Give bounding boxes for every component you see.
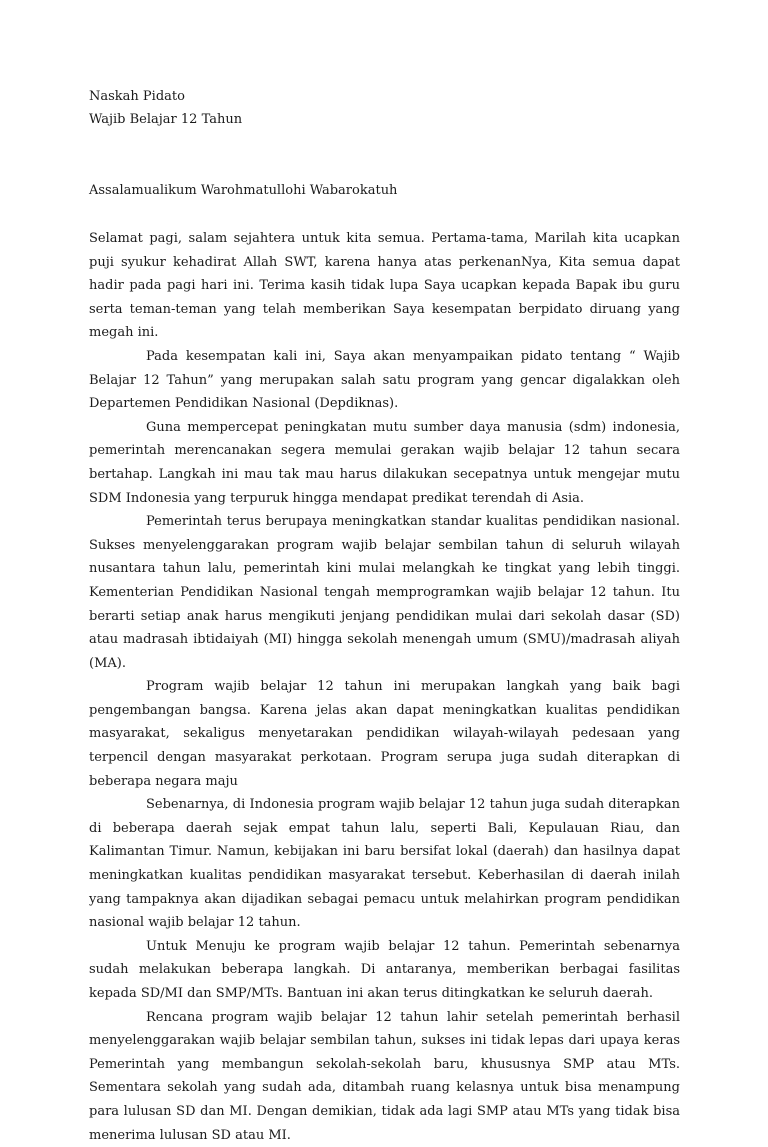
paragraph: Untuk Menuju ke program wajib belajar 12 tahun. Pemerintah sebenarnya sudah melakukan beberapa langkah. Di antaranya, memberikan berbagai fasilitas kepada SD/MI dan SMP/MTs. Bantuan ini akan terus ditingkatkan ke seluruh daerah. <box>89 938 680 1001</box>
paragraph: Guna mempercepat peningkatan mutu sumber daya manusia (sdm) indonesia, pemerintah merencanakan segera memulai gerakan wajib belajar 12 tahun secara bertahap. Langkah ini mau tak mau harus dilakukan secepatnya untuk mengejar mutu SDM Indonesia yang terpuruk hingga mendapat predikat terendah di Asia. <box>89 419 680 506</box>
speech-body <box>89 227 680 1147</box>
paragraph: Selamat pagi, salam sejahtera untuk kita semua. Pertama-tama, Marilah kita ucapkan puji syukur kehadirat Allah SWT, karena hanya atas perkenanNya, Kita semua dapat hadir pada pagi hari ini. Terima kasih tidak lupa Saya ucapkan kepada Bapak ibu guru serta teman-teman yang telah memberikan Saya kesempatan berpidato diruang yang megah ini. <box>89 231 680 341</box>
paragraph: Pada kesempatan kali ini, Saya akan menyampaikan pidato tentang “ Wajib Belajar 12 Tahun” yang merupakan salah satu program yang gencar digalakkan oleh Departemen Pendidikan Nasional (Depdiknas). <box>89 348 680 412</box>
paragraph: Pemerintah terus berupaya meningkatkan standar kualitas pendidikan nasional. Sukses menyelenggarakan program wajib belajar sembilan tahun di seluruh wilayah nusantara tahun lalu, pemerintah kini mulai melangkah ke tingkat yang lebih tinggi. Kementerian Pendidikan Nasional tengah memprogramkan wajib belajar 12 tahun. Itu berarti setiap anak harus mengikuti jenjang pendidikan mulai dari sekolah dasar (SD) atau madrasah ibtidaiyah (MI) hingga sekolah menengah umum (SMU)/madrasah aliyah (MA). <box>89 514 680 671</box>
opening-greeting: Assalamualikum Warohmatullohi Wabarokatuh <box>89 183 398 198</box>
paragraph: Rencana program wajib belajar 12 tahun lahir setelah pemerintah berhasil menyelenggarakan wajib belajar sembilan tahun, sukses ini tidak lepas dari upaya keras Pemerintah yang membangun sekolah-sekolah baru, khususnya SMP atau MTs. Sementara sekolah yang sudah ada, ditambah ruang kelasnya untuk bisa menampung para lulusan SD dan MI. Dengan demikian, tidak ada lagi SMP atau MTs yang tidak bisa menerima lulusan SD atau MI. <box>89 1009 680 1143</box>
document-subtitle: Wajib Belajar 12 Tahun <box>89 112 243 127</box>
paragraph: Program wajib belajar 12 tahun ini merupakan langkah yang baik bagi pengembangan bangsa. Karena jelas akan dapat meningkatkan kualitas pendidikan masyarakat, sekaligus menyetarakan pendidikan wilayah-wilayah pedesaan yang terpencil dengan masyarakat perkotaan. Program serupa juga sudah diterapkan di beberapa negara maju <box>89 679 680 789</box>
paragraph: Sebenarnya, di Indonesia program wajib belajar 12 tahun juga sudah diterapkan di beberapa daerah sejak empat tahun lalu, seperti Bali, Kepulauan Riau, dan Kalimantan Timur. Namun, kebijakan ini baru bersifat lokal (daerah) dan hasilnya dapat meningkatkan kualitas pendidikan masyarakat tersebut. Keberhasilan di daerah inilah yang tampaknya akan dijadikan sebagai pemacu untuk melahirkan program pendidikan nasional wajib belajar 12 tahun. <box>89 797 680 931</box>
document-title: Naskah Pidato <box>89 89 185 104</box>
